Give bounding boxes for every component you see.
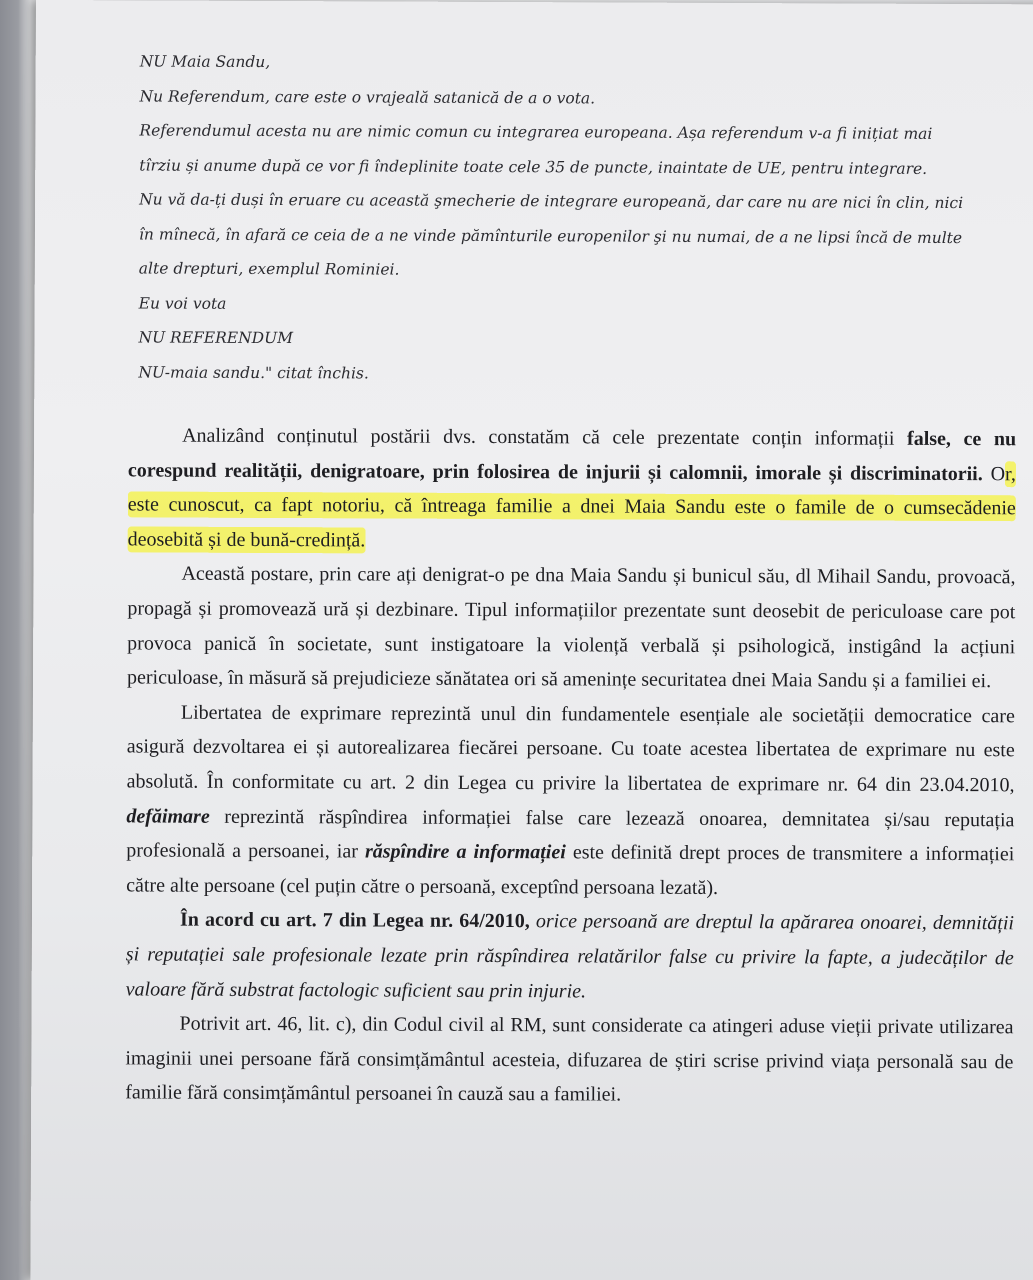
paragraph-civil-code: Potrivit art. 46, lit. c), din Codul civil al RM, sunt considerate ca atingeri aduse vieții private utilizarea imaginii unei persoane fără consimțământul acesteia, difuzarea de știri scrise privind viața personală sau de familie fără consimțământul persoanei în cauză sau a familiei. [125,1012,1014,1106]
quote-line: alte drepturi, exemplul Rominiei. [138,259,400,279]
paragraph-analysis [128,418,1017,560]
quote-line: Nu Referendum, care este o vrajeală satanică de a o vota. [139,86,596,107]
analysis-bold-findings: false, ce nu corespund realității, denigratoare, prin folosirea de injurii și calomnii, imorale și discriminatorii. [127,427,1017,485]
quote-line: Eu voi vota [138,293,227,313]
term-raspindire: răspîndire a informației [364,840,566,864]
freedom-text-c: este definită drept proces de transmitere a informației către alte persoane (cel puțin către o persoană, exceptînd persoana lezată). [126,841,1015,899]
freedom-text-b: reprezintă răspîndirea informației false care lezează onoarea, demnitatea și/sau reputația profesională a persoanei, iar [126,805,1015,863]
analysis-lead: Analizând conținutul postării dvs. constatăm că cele prezentate conțin informații [182,424,908,450]
quote-line: în mînecă, în afară ce ceia de a ne vinde pămînturile europenilor şi nu numai, de a ne lipsi încă de multe [138,224,963,247]
quote-line: NU Maia Sandu, [139,52,271,72]
quote-line: NU-maia sandu." citat închis. [138,362,369,382]
art7-italic-text: orice persoană are dreptul la apărarea onoarei, demnității și reputației sale profesionale lezate prin răspîndirea relatărilor false cu privire la fapte, a judecăților de valoare fără substrat factologic suficient sau prin injurie. [125,910,1015,1002]
paragraph-freedom-of-expression [126,695,1015,906]
letter-body [125,418,1016,1114]
paragraph-art7 [126,903,1014,1011]
quoted-post [138,44,1009,393]
highlighted-statement: r, este cunoscut, ca fapt notoriu, că întreaga familie a dnei Maia Sandu este o famile de o cumsecădenie deosebită și de bună-credință. [127,462,1016,552]
document-page [30,0,1033,1280]
paragraph-denigration: Această postare, prin care ați denigrat-o pe dna Maia Sandu și bunicul său, dl Mihail Sandu, provoacă, propagă și promovează ură și dezbinare. Tipul informațiilor prezentate sunt deosebit de periculoase care pot provoca panică în societate, sunt instigatoare la violență verbală și psihologică, instigând la acțiuni periculoase, în măsură să prejudicieze sănătatea ori să amenințe securitatea dnei Maia Sandu și a familiei ei. [126,563,1016,693]
term-defaimare: defăimare [126,804,210,828]
art7-bold-ref: În acord cu art. 7 din Legea nr. 64/2010, [179,908,530,933]
quote-line: NU REFERENDUM [138,328,294,348]
quote-line: Referendumul acesta nu are nimic comun cu integrarea europeana. Așa referendum v-a fi inițiat mai [139,121,933,143]
analysis-gap: O [982,462,1006,485]
quote-line: Nu vă da-ți duși în eruare cu această şmecherie de integrare europeană, dar care nu are nici în clin, nici [139,190,964,213]
freedom-text-a: Libertatea de exprimare reprezintă unul din fundamentele esențiale ale societății democratice care asigură dezvoltarea ei și autorealizarea fiecărei persoane. Cu toate acestea libertatea de exprimare nu este absolută. În conformitate cu art. 2 din Legea cu privire la libertatea de exprimare nr. 64 din 23.04.2010, [126,701,1015,797]
quote-line: tîrziu și anume după ce vor fi îndeplinite toate cele 35 de puncte, inaintate de UE, pentru integrare. [139,155,928,178]
